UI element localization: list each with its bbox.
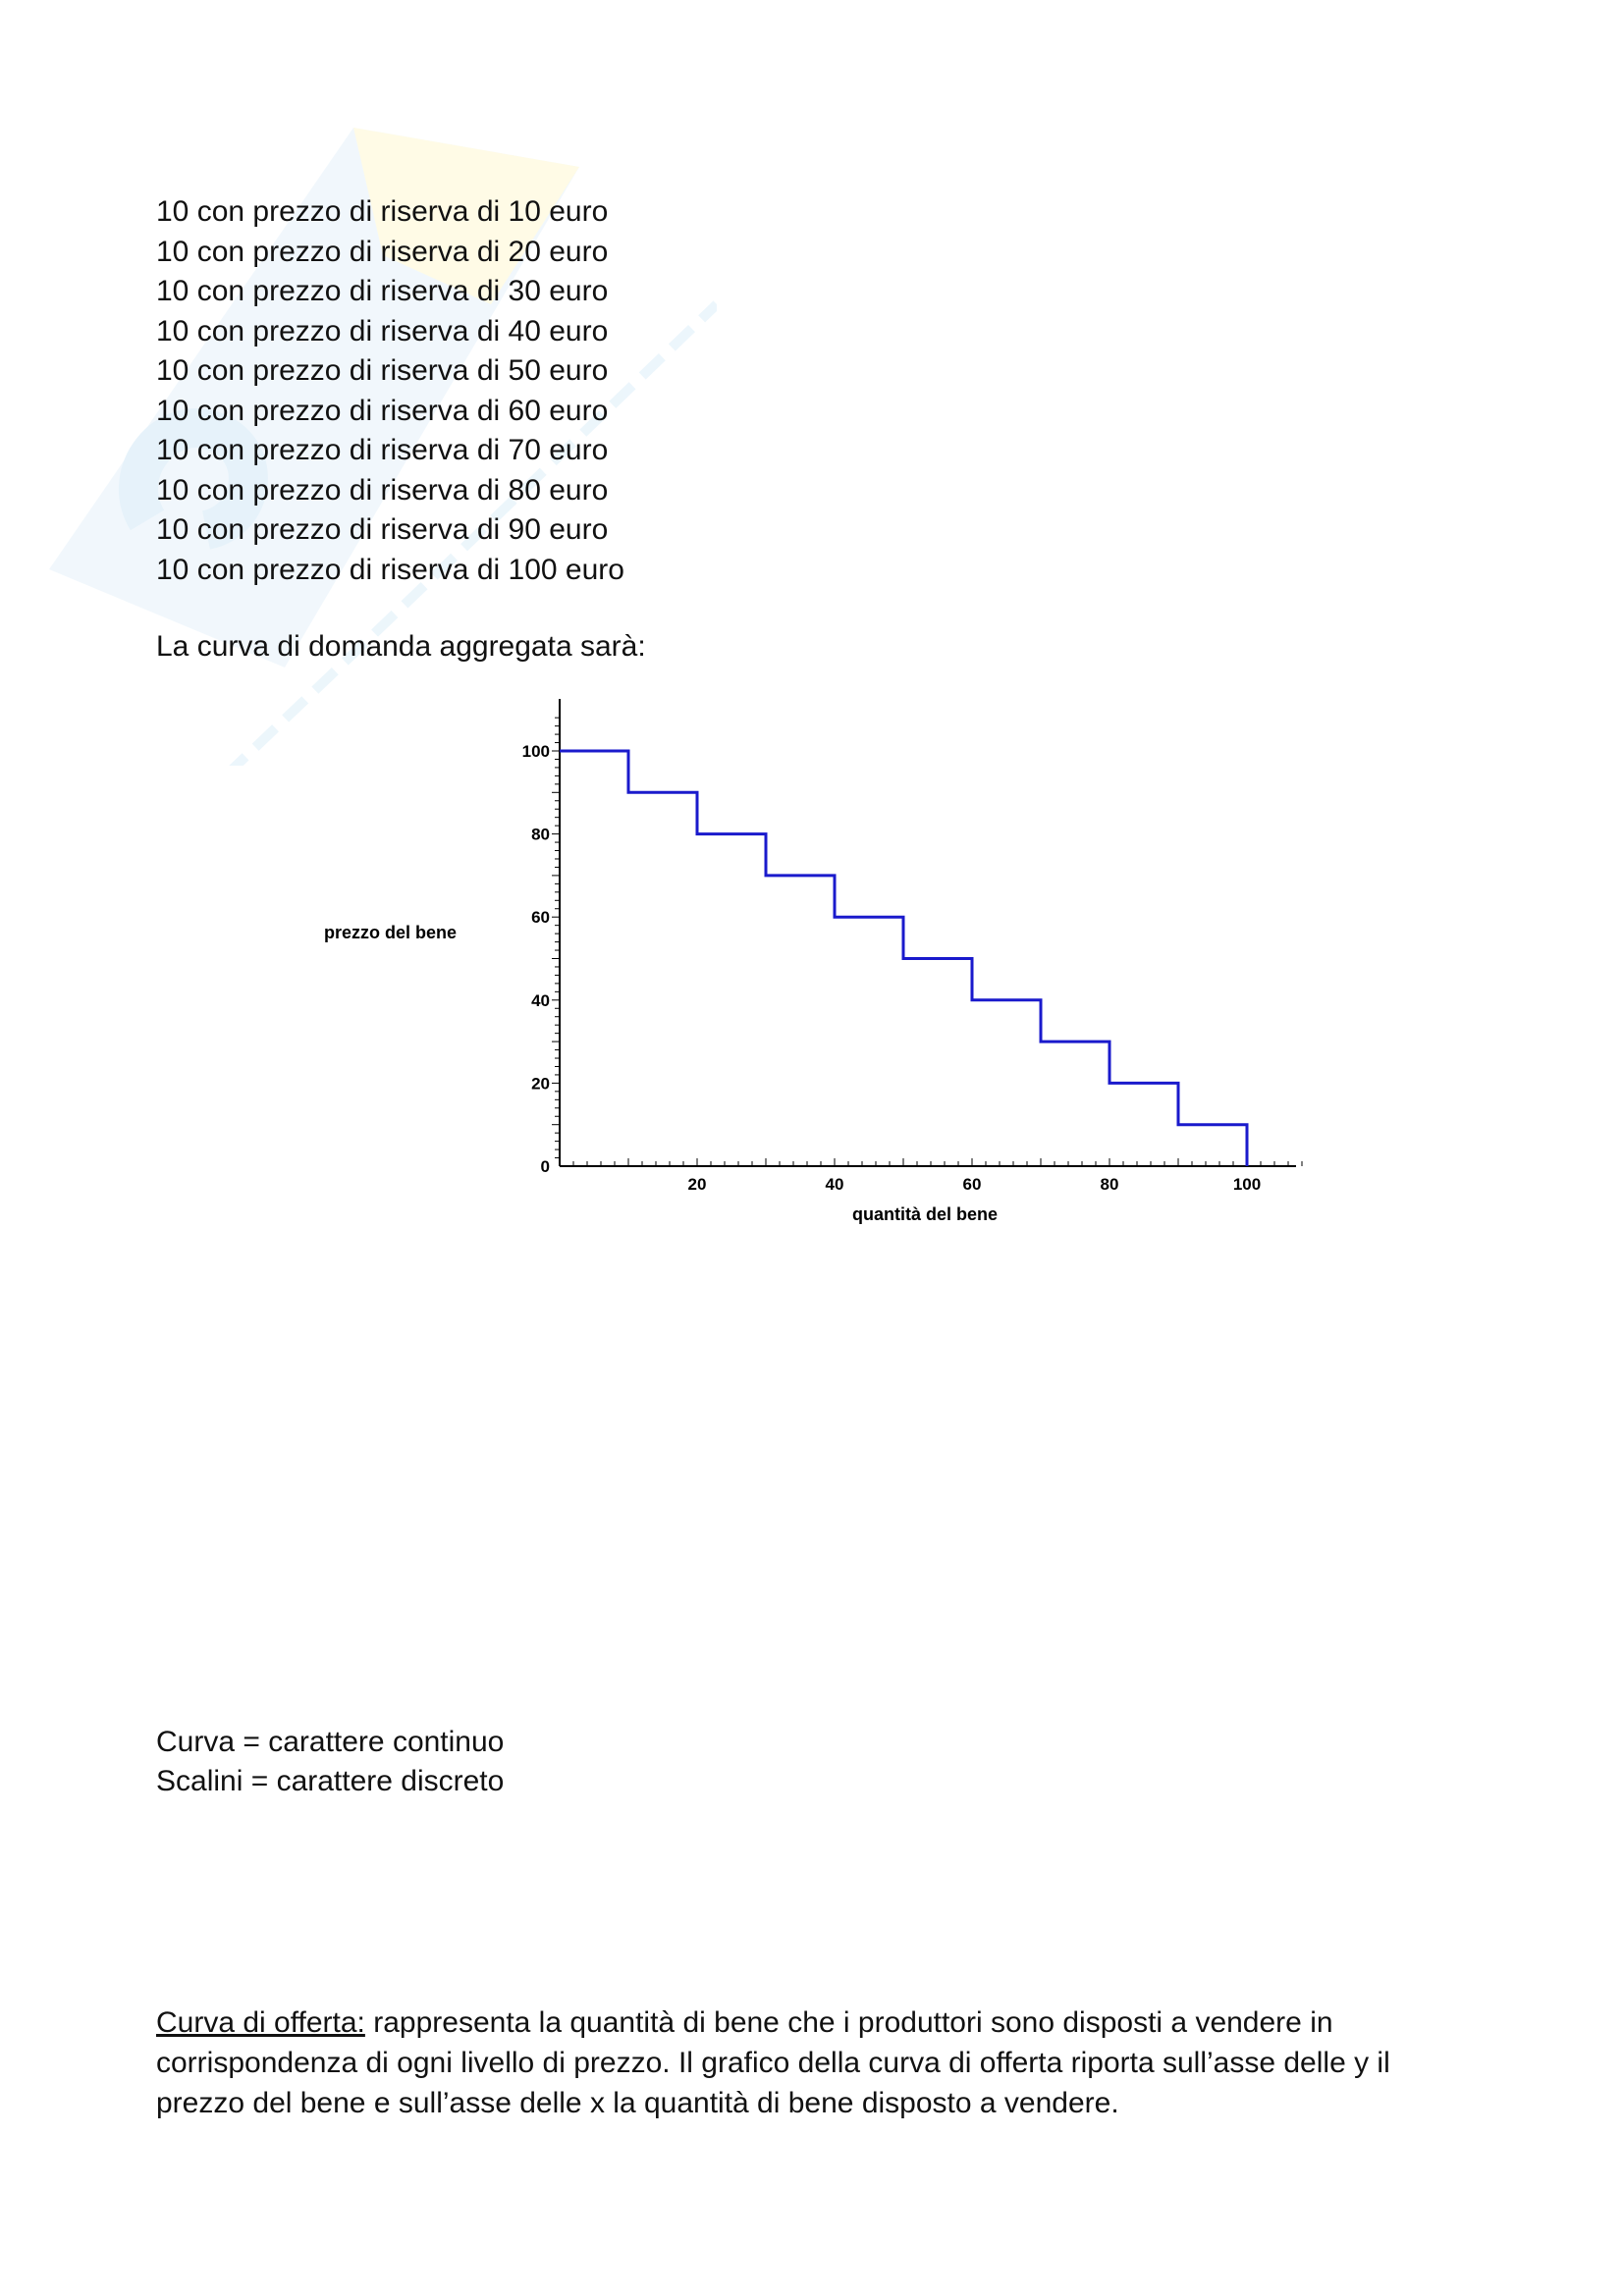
reservation-line: 10 con prezzo di riserva di 60 euro	[156, 394, 609, 427]
y-tick-label: 60	[531, 908, 550, 928]
note-line: Scalini = carattere discreto	[156, 1765, 505, 1797]
reservation-line: 10 con prezzo di riserva di 30 euro	[156, 275, 609, 307]
x-tick-label: 80	[1100, 1175, 1119, 1194]
reservation-line: 10 con prezzo di riserva di 20 euro	[156, 235, 609, 268]
chart-marks	[560, 751, 1247, 1166]
chart-axes	[560, 699, 1296, 1166]
y-tick-label: 0	[540, 1157, 550, 1176]
x-tick-label: 60	[962, 1175, 982, 1194]
note-line: Curva = carattere continuo	[156, 1726, 505, 1758]
demand-step-chart	[295, 687, 1335, 1237]
x-tick-label: 20	[687, 1175, 707, 1194]
chart-intro-text: La curva di domanda aggregata sarà:	[156, 630, 646, 663]
x-axis-label: quantità del bene	[852, 1204, 999, 1224]
y-tick-label: 100	[521, 742, 550, 761]
notes	[156, 1723, 504, 1801]
x-tick-label: 40	[825, 1175, 844, 1194]
reservation-line: 10 con prezzo di riserva di 50 euro	[156, 354, 609, 387]
reservation-line: 10 con prezzo di riserva di 80 euro	[156, 473, 609, 507]
reservation-line: 10 con prezzo di riserva di 10 euro	[156, 195, 609, 228]
x-tick-label: 100	[1232, 1175, 1262, 1194]
y-axis-label: prezzo del bene	[324, 923, 458, 942]
supply-curve-paragraph	[156, 2002, 1472, 2123]
reservation-line: 10 con prezzo di riserva di 70 euro	[156, 434, 609, 466]
supply-curve-term: Curva di offerta:	[156, 2006, 365, 2039]
y-tick-label: 80	[531, 825, 550, 844]
reservation-line: 10 con prezzo di riserva di 100 euro	[156, 553, 624, 586]
demand-step-line	[560, 751, 1247, 1166]
reservation-line: 10 con prezzo di riserva di 90 euro	[156, 513, 609, 546]
y-tick-label: 40	[531, 990, 550, 1010]
supply-curve-text: rappresenta la quantità di bene che i produttori sono disposti a vendere in corrispondenza di ogni livello di prezzo. Il grafico della curva di offerta riporta sull’asse delle y il prezzo del bene e sull’asse delle x la quantità di bene disposto a vendere.	[156, 2006, 1390, 2119]
y-tick-label: 20	[531, 1074, 550, 1094]
reservation-price-list	[156, 192, 624, 590]
chart-ticks	[522, 718, 1302, 1194]
reservation-line: 10 con prezzo di riserva di 40 euro	[156, 314, 609, 347]
